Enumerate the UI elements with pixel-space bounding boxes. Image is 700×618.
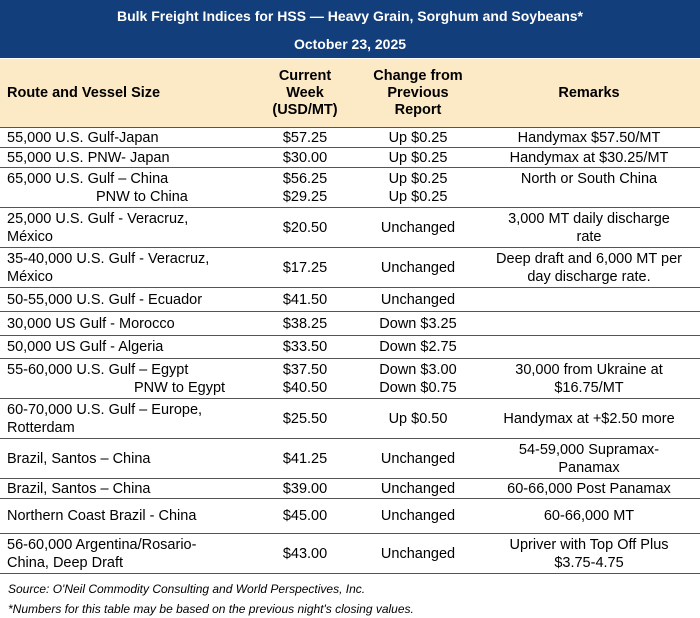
col-header-current: Current Week (USD/MT) <box>252 59 358 128</box>
current-cell: $41.25 <box>252 439 358 479</box>
change-cell: Up $0.50 <box>358 399 478 439</box>
change-cell: Unchanged <box>358 534 478 574</box>
route-cell: 56-60,000 Argentina/Rosario- China, Deep Draft <box>0 534 252 574</box>
table-row <box>0 534 700 574</box>
table-row <box>0 499 700 534</box>
table-row <box>0 439 700 479</box>
table-row <box>0 168 700 208</box>
remarks-cell: Handymax at +$2.50 more <box>478 399 700 439</box>
change-cell: Down $2.75 <box>358 336 478 359</box>
current-cell: $37.50 $40.50 <box>252 359 358 399</box>
route-cell: 60-70,000 U.S. Gulf – Europe, Rotterdam <box>0 399 252 439</box>
current-cell: $57.25 <box>252 128 358 148</box>
table-row <box>0 288 700 312</box>
table-title-bar <box>0 0 700 58</box>
remarks-cell: 60-66,000 Post Panamax <box>478 479 700 499</box>
table-row <box>0 148 700 168</box>
change-cell: Down $3.25 <box>358 312 478 336</box>
remarks-cell: 54-59,000 Supramax- Panamax <box>478 439 700 479</box>
route-cell: 55-60,000 U.S. Gulf – Egypt PNW to Egypt <box>0 359 252 399</box>
current-cell: $39.00 <box>252 479 358 499</box>
current-cell: $30.00 <box>252 148 358 168</box>
change-cell: Unchanged <box>358 208 478 248</box>
route-cell: 55,000 U.S. PNW- Japan <box>0 148 252 168</box>
table-row <box>0 359 700 399</box>
route-cell: Brazil, Santos – China <box>0 479 252 499</box>
current-cell: $20.50 <box>252 208 358 248</box>
change-cell: Unchanged <box>358 499 478 534</box>
remarks-cell: Handymax at $30.25/MT <box>478 148 700 168</box>
current-cell: $56.25 $29.25 <box>252 168 358 208</box>
col-header-route: Route and Vessel Size <box>0 59 252 128</box>
remarks-cell <box>478 336 700 359</box>
change-cell: Down $3.00 Down $0.75 <box>358 359 478 399</box>
change-cell: Up $0.25 Up $0.25 <box>358 168 478 208</box>
table-row <box>0 208 700 248</box>
change-cell: Unchanged <box>358 479 478 499</box>
change-cell: Up $0.25 <box>358 148 478 168</box>
current-cell: $43.00 <box>252 534 358 574</box>
route-cell: Brazil, Santos – China <box>0 439 252 479</box>
change-cell: Unchanged <box>358 248 478 288</box>
table-row <box>0 248 700 288</box>
route-cell: 35-40,000 U.S. Gulf - Veracruz, México <box>0 248 252 288</box>
table-title: Bulk Freight Indices for HSS — Heavy Grain, Sorghum and Soybeans* <box>117 8 583 24</box>
report-date: October 23, 2025 <box>293 36 407 52</box>
current-cell: $41.50 <box>252 288 358 312</box>
route-cell: 65,000 U.S. Gulf – China PNW to China <box>0 168 252 208</box>
remarks-cell: North or South China <box>478 168 700 208</box>
route-cell: 50-55,000 U.S. Gulf - Ecuador <box>0 288 252 312</box>
remarks-cell: 3,000 MT daily discharge rate <box>478 208 700 248</box>
remarks-cell: Deep draft and 6,000 MT per day discharge rate. <box>478 248 700 288</box>
route-cell: 25,000 U.S. Gulf - Veracruz, México <box>0 208 252 248</box>
change-cell: Up $0.25 <box>358 128 478 148</box>
change-cell: Unchanged <box>358 288 478 312</box>
route-cell: 30,000 US Gulf - Morocco <box>0 312 252 336</box>
freight-table <box>0 59 700 574</box>
route-cell: 55,000 U.S. Gulf-Japan <box>0 128 252 148</box>
table-row <box>0 336 700 359</box>
col-header-change: Change from Previous Report <box>358 59 478 128</box>
current-cell: $33.50 <box>252 336 358 359</box>
closing-values-note: *Numbers for this table may be based on the previous night's closing values. <box>8 602 414 616</box>
table-row <box>0 399 700 439</box>
current-cell: $17.25 <box>252 248 358 288</box>
current-cell: $45.00 <box>252 499 358 534</box>
current-cell: $25.50 <box>252 399 358 439</box>
remarks-cell: Upriver with Top Off Plus $3.75-4.75 <box>478 534 700 574</box>
remarks-cell: 60-66,000 MT <box>478 499 700 534</box>
change-cell: Unchanged <box>358 439 478 479</box>
table-row <box>0 312 700 336</box>
table-row <box>0 128 700 148</box>
table-row <box>0 479 700 499</box>
remarks-cell <box>478 312 700 336</box>
remarks-cell <box>478 288 700 312</box>
current-cell: $38.25 <box>252 312 358 336</box>
remarks-cell: Handymax $57.50/MT <box>478 128 700 148</box>
col-header-remarks: Remarks <box>478 59 700 128</box>
route-cell: 50,000 US Gulf - Algeria <box>0 336 252 359</box>
remarks-cell: 30,000 from Ukraine at $16.75/MT <box>478 359 700 399</box>
source-note: Source: O'Neil Commodity Consulting and World Perspectives, Inc. <box>8 582 366 596</box>
route-cell: Northern Coast Brazil - China <box>0 499 252 534</box>
header-row <box>0 59 700 128</box>
